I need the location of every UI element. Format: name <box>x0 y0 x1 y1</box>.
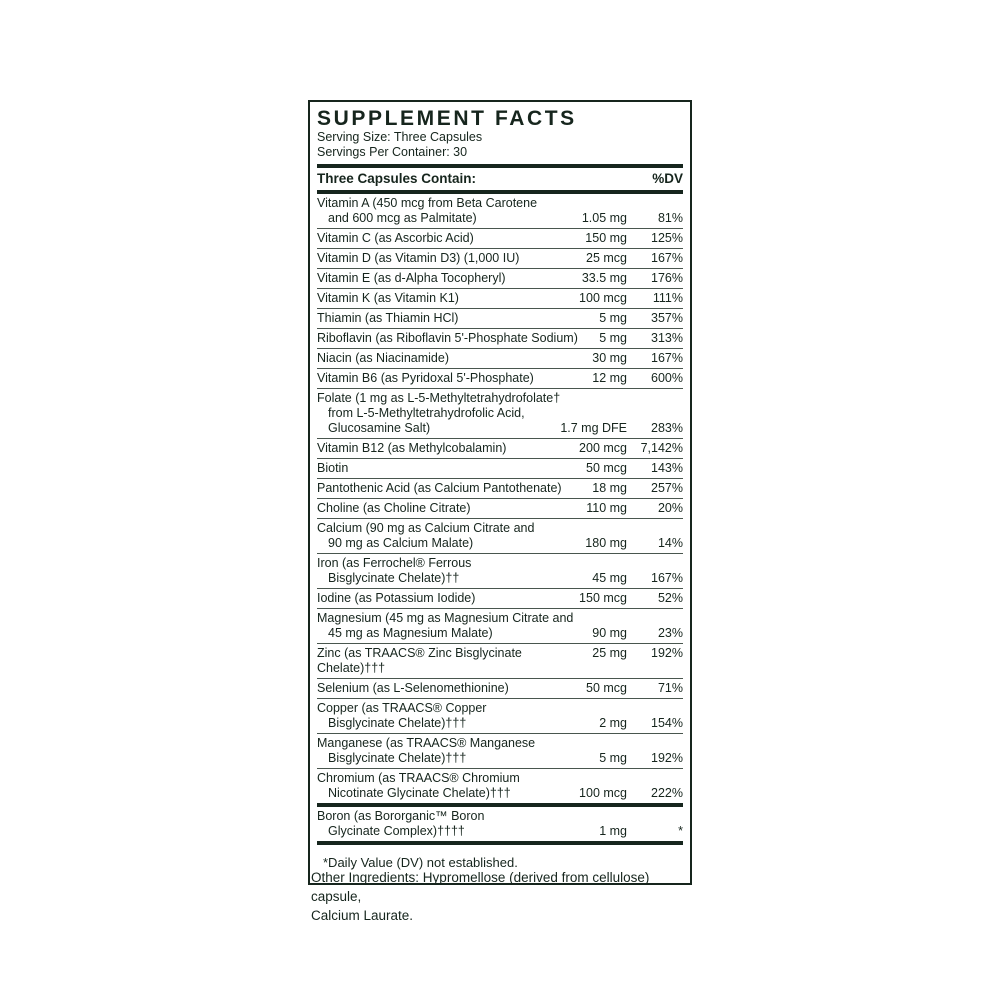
nutrient-amount: 1.7 mg DFE <box>560 421 627 435</box>
nutrient-name: Vitamin D (as Vitamin D3) (1,000 IU) <box>317 251 520 265</box>
nutrient-amount: 18 mg <box>592 481 627 495</box>
nutrient-row <box>317 554 683 589</box>
nutrient-row <box>317 769 683 803</box>
other-ingredients-line: Other Ingredients: Hypromellose (derived from cellulose) capsule, <box>311 870 650 904</box>
nutrient-name: 45 mg as Magnesium Malate) <box>328 626 493 640</box>
other-ingredients-line: Calcium Laurate. <box>311 908 414 923</box>
nutrient-name: Magnesium (45 mg as Magnesium Citrate and <box>317 611 574 625</box>
nutrient-row <box>317 289 683 309</box>
nutrient-dv: 143% <box>651 461 683 475</box>
nutrient-row <box>317 479 683 499</box>
nutrient-name: Vitamin E (as d-Alpha Tocopheryl) <box>317 271 506 285</box>
nutrient-dv: 52% <box>657 591 683 605</box>
nutrient-name: Glucosamine Salt) <box>328 421 431 435</box>
nutrient-amount: 100 mcg <box>579 291 627 305</box>
nutrient-row <box>317 369 683 389</box>
nutrient-name: Folate (1 mg as L-5-Methyltetrahydrofolate† <box>317 391 561 405</box>
panel-title: SUPPLEMENT FACTS <box>317 107 577 130</box>
nutrient-name: Manganese (as TRAACS® Manganese <box>317 736 536 750</box>
nutrient-dv: 192% <box>651 751 683 765</box>
nutrient-dv: 167% <box>651 571 683 585</box>
nutrient-amount: 30 mg <box>592 351 627 365</box>
nutrient-row <box>317 499 683 519</box>
nutrient-dv: 23% <box>657 626 683 640</box>
nutrient-dv: * <box>678 824 683 838</box>
nutrient-dv: 167% <box>651 251 683 265</box>
nutrient-name: Copper (as TRAACS® Copper <box>317 701 487 715</box>
nutrient-dv: 283% <box>651 421 683 435</box>
column-header-contains: Three Capsules Contain: <box>317 171 477 186</box>
nutrient-amount: 25 mcg <box>586 251 627 265</box>
servings-per-container: Servings Per Container: 30 <box>317 145 468 159</box>
nutrient-name: Pantothenic Acid (as Calcium Pantothenate) <box>317 481 562 495</box>
dv-footnote: *Daily Value (DV) not established. <box>317 841 683 883</box>
supplement-facts-panel <box>308 100 692 885</box>
nutrient-name: Vitamin A (450 mcg from Beta Carotene <box>317 196 538 210</box>
nutrient-row <box>317 439 683 459</box>
nutrient-dv: 167% <box>651 351 683 365</box>
nutrient-row <box>317 589 683 609</box>
nutrient-name: Vitamin C (as Ascorbic Acid) <box>317 231 474 245</box>
nutrient-amount: 5 mg <box>599 331 627 345</box>
nutrient-dv: 313% <box>651 331 683 345</box>
nutrient-amount: 110 mg <box>586 501 627 515</box>
nutrient-name: and 600 mcg as Palmitate) <box>328 211 477 225</box>
table-header <box>317 168 683 190</box>
nutrient-row <box>317 389 683 439</box>
nutrient-amount: 100 mcg <box>579 786 627 800</box>
nutrient-row <box>317 329 683 349</box>
nutrient-dv: 176% <box>651 271 683 285</box>
nutrient-row <box>317 679 683 699</box>
nutrient-amount: 5 mg <box>599 751 627 765</box>
nutrient-name: Bisglycinate Chelate)†† <box>328 571 460 585</box>
nutrient-dv: 222% <box>651 786 683 800</box>
nutrient-row <box>317 699 683 734</box>
nutrient-name: Nicotinate Glycinate Chelate)††† <box>328 786 511 800</box>
nutrient-name: Zinc (as TRAACS® Zinc Bisglycinate Chelate)††† <box>317 646 522 675</box>
nutrient-name: Bisglycinate Chelate)††† <box>328 751 467 765</box>
column-header-dv: %DV <box>652 171 683 186</box>
nutrient-row <box>317 349 683 369</box>
nutrient-amount: 150 mg <box>585 231 627 245</box>
nutrient-name: Iodine (as Potassium Iodide) <box>317 591 476 605</box>
nutrient-dv: 257% <box>651 481 683 495</box>
nutrient-name: Thiamin (as Thiamin HCl) <box>317 311 459 325</box>
nutrient-name: 90 mg as Calcium Malate) <box>328 536 474 550</box>
nutrient-amount: 1.05 mg <box>581 211 627 225</box>
nutrient-row <box>317 734 683 769</box>
nutrient-amount: 200 mcg <box>579 441 627 455</box>
nutrient-amount: 25 mg <box>592 646 627 660</box>
nutrient-amount: 2 mg <box>599 716 627 730</box>
other-ingredients <box>311 868 701 925</box>
nutrient-table <box>317 194 683 841</box>
nutrient-dv: 357% <box>651 311 683 325</box>
nutrient-dv: 600% <box>651 371 683 385</box>
nutrient-row <box>317 269 683 289</box>
nutrient-amount: 5 mg <box>599 311 627 325</box>
nutrient-name: Boron (as Bororganic™ Boron <box>317 809 485 823</box>
nutrient-name: Niacin (as Niacinamide) <box>317 351 449 365</box>
nutrient-name: Selenium (as L-Selenomethionine) <box>317 681 509 695</box>
nutrient-name: Iron (as Ferrochel® Ferrous <box>317 556 472 570</box>
nutrient-name: Calcium (90 mg as Calcium Citrate and <box>317 521 535 535</box>
nutrient-name: Chromium (as TRAACS® Chromium <box>317 771 520 785</box>
nutrient-name: Vitamin B12 (as Methylcobalamin) <box>317 441 507 455</box>
nutrient-amount: 12 mg <box>592 371 627 385</box>
nutrient-dv: 81% <box>657 211 683 225</box>
nutrient-row <box>317 519 683 554</box>
nutrient-amount: 45 mg <box>592 571 627 585</box>
nutrient-row <box>317 803 683 841</box>
nutrient-name: Biotin <box>317 461 349 475</box>
nutrient-dv: 71% <box>657 681 683 695</box>
nutrient-dv: 192% <box>651 646 683 660</box>
nutrient-amount: 150 mcg <box>579 591 627 605</box>
nutrient-name: Vitamin K (as Vitamin K1) <box>317 291 459 305</box>
nutrient-name: Riboflavin (as Riboflavin 5'-Phosphate Sodium) <box>317 331 578 345</box>
nutrient-row <box>317 309 683 329</box>
nutrient-row <box>317 194 683 229</box>
nutrient-name: Choline (as Choline Citrate) <box>317 501 471 515</box>
nutrient-name: Vitamin B6 (as Pyridoxal 5'-Phosphate) <box>317 371 534 385</box>
nutrient-row <box>317 249 683 269</box>
serving-size: Serving Size: Three Capsules <box>317 130 483 144</box>
nutrient-dv: 7,142% <box>640 441 683 455</box>
nutrient-dv: 154% <box>651 716 683 730</box>
nutrient-name: from L-5-Methyltetrahydrofolic Acid, <box>328 406 525 420</box>
nutrient-dv: 14% <box>657 536 683 550</box>
nutrient-row <box>317 609 683 644</box>
nutrient-name: Glycinate Complex)†††† <box>328 824 465 838</box>
nutrient-dv: 111% <box>652 291 683 305</box>
nutrient-amount: 50 mcg <box>586 461 627 475</box>
nutrient-dv: 20% <box>657 501 683 515</box>
nutrient-row <box>317 459 683 479</box>
nutrient-amount: 90 mg <box>592 626 627 640</box>
nutrient-row <box>317 229 683 249</box>
nutrient-row <box>317 644 683 679</box>
nutrient-amount: 180 mg <box>585 536 627 550</box>
nutrient-dv: 125% <box>651 231 683 245</box>
nutrient-amount: 1 mg <box>599 824 627 838</box>
nutrient-amount: 50 mcg <box>586 681 627 695</box>
nutrient-amount: 33.5 mg <box>581 271 627 285</box>
nutrient-name: Bisglycinate Chelate)††† <box>328 716 467 730</box>
